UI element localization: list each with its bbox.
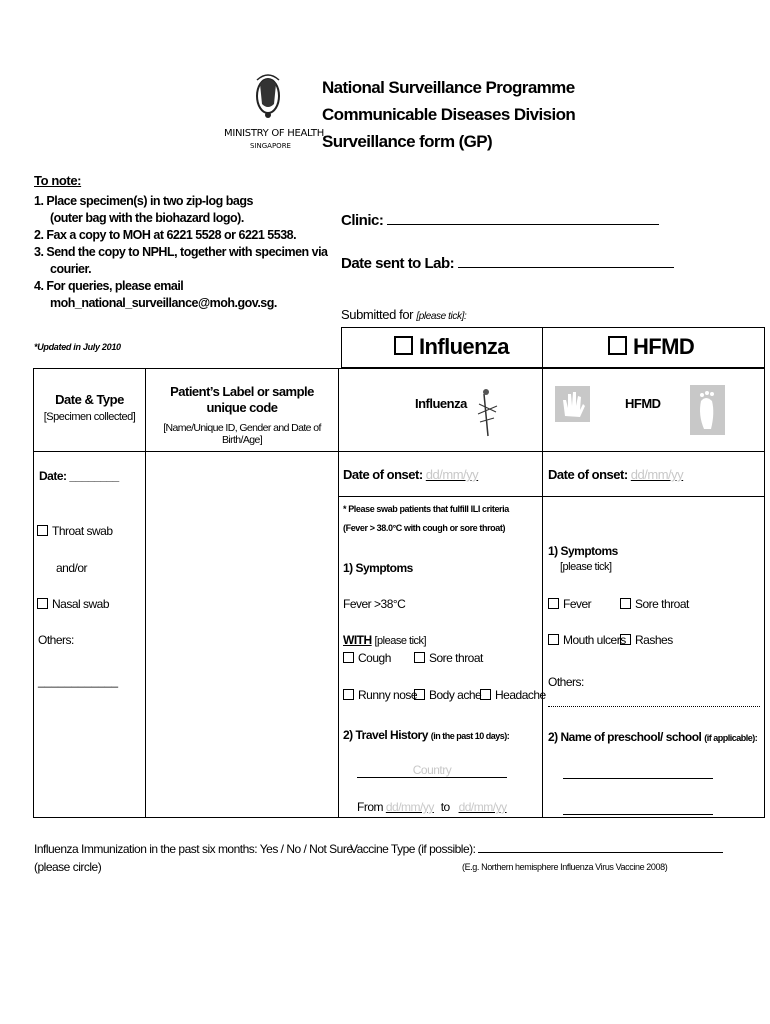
travel-hint: (in the past 10 days): — [430, 731, 510, 741]
col-patient-title: Patient’s Label or sample unique code — [170, 384, 314, 415]
andor-text: and/or — [56, 561, 88, 575]
hfmd-option-label: HFMD — [633, 334, 695, 359]
hfmd-onset-placeholder[interactable]: dd/mm/yy — [630, 467, 684, 482]
note-1b: (outer bag with the biohazard logo). — [50, 211, 244, 225]
clinic-label: Clinic: — [341, 212, 384, 229]
clinic-field[interactable] — [341, 212, 659, 229]
hfmd-symptoms-hint: [please tick] — [560, 561, 612, 573]
school-hint: (if applicable): — [704, 733, 758, 743]
hfmd-sore-throat-checkbox[interactable] — [620, 598, 631, 609]
influenza-option[interactable] — [394, 334, 509, 360]
school-line-2[interactable] — [563, 814, 713, 815]
vaccine-type-line[interactable] — [478, 852, 723, 853]
mouth-ulcers-label: Mouth ulcers — [563, 633, 626, 647]
headache-checkbox[interactable] — [480, 689, 491, 700]
ili-note: * Please swab patients that fulfill ILI criteria — [343, 504, 509, 514]
vaccine-example: (E.g. Northern hemisphere Influenza Virus Vaccine 2008) — [462, 862, 668, 872]
col-patient-sub: [Name/Unique ID, Gender and Date of Birth/Age] — [163, 422, 321, 446]
note-4a: 4. For queries, please email — [34, 279, 184, 293]
mouth-ulcers-option[interactable] — [548, 633, 626, 647]
inf-sore-throat-checkbox[interactable] — [414, 652, 425, 663]
throat-swab-checkbox[interactable] — [37, 525, 48, 536]
country-placeholder: Country — [412, 763, 452, 777]
body-ache-checkbox[interactable] — [414, 689, 425, 700]
hand-icon — [555, 386, 590, 422]
please-circle: (please circle) — [34, 860, 102, 874]
nasal-swab-label: Nasal swab — [52, 597, 110, 611]
foot-icon — [690, 385, 725, 435]
with-hint: [please tick] — [374, 635, 427, 647]
travel-history-heading — [343, 728, 509, 742]
date-sent-label: Date sent to Lab: — [341, 255, 455, 272]
submitted-hint: [please tick]: — [416, 311, 467, 322]
fever-criteria: Fever >38°C — [343, 597, 406, 611]
from-label: From — [357, 800, 383, 814]
date-sent-field[interactable] — [341, 255, 674, 272]
title-line-2: Communicable Diseases Division — [322, 105, 576, 124]
col-patient-header — [146, 384, 338, 446]
title-line-3: Surveillance form (GP) — [322, 132, 493, 151]
hfmd-onset[interactable] — [548, 467, 683, 482]
influenza-onset[interactable] — [343, 467, 478, 482]
travel-label: 2) Travel History — [343, 728, 428, 742]
to-label: to — [440, 800, 450, 814]
note-1a: 1. Place specimen(s) in two zip-log bags — [34, 194, 253, 208]
hfmd-fever-checkbox[interactable] — [548, 598, 559, 609]
throat-swab-option[interactable] — [37, 524, 113, 538]
influenza-onset-label: Date of onset: — [343, 467, 423, 482]
vaccine-type-field[interactable] — [350, 842, 723, 856]
vaccine-type-label: Vaccine Type (if possible): — [350, 842, 476, 856]
hfmd-sore-throat-label: Sore throat — [635, 597, 689, 611]
body-ache-label: Body ache — [429, 688, 482, 702]
updated-note: *Updated in July 2010 — [34, 342, 121, 352]
hfmd-symptoms-heading: 1) Symptoms — [548, 544, 618, 558]
note-3a: 3. Send the copy to NPHL, together with specimen via — [34, 245, 328, 259]
col-date-type-header — [34, 392, 145, 423]
headache-option[interactable] — [480, 688, 546, 702]
school-heading — [548, 730, 757, 744]
hfmd-fever-option[interactable] — [548, 597, 591, 611]
rashes-label: Rashes — [635, 633, 673, 647]
mosquito-icon — [476, 384, 498, 443]
hfmd-checkbox[interactable] — [608, 336, 627, 355]
to-date-placeholder[interactable]: dd/mm/yy — [458, 800, 507, 814]
influenza-onset-placeholder[interactable]: dd/mm/yy — [425, 467, 479, 482]
school-line-1[interactable] — [563, 778, 713, 779]
notes-list — [34, 193, 328, 312]
travel-dates[interactable] — [357, 800, 507, 814]
with-label: WITH — [343, 633, 372, 647]
runny-nose-checkbox[interactable] — [343, 689, 354, 700]
note-3b: courier. — [50, 262, 92, 276]
hfmd-fever-label: Fever — [563, 597, 592, 611]
inf-sore-throat-label: Sore throat — [429, 651, 483, 665]
runny-nose-option[interactable] — [343, 688, 417, 702]
col-date-type-sub: [Specimen collected] — [43, 411, 136, 423]
nasal-swab-option[interactable] — [37, 597, 109, 611]
influenza-option-label: Influenza — [419, 334, 509, 359]
specimen-date-field[interactable]: Date: ________ — [39, 469, 119, 483]
body-ache-option[interactable] — [414, 688, 481, 702]
col-influenza-title: Influenza — [415, 396, 467, 411]
immunization-question[interactable]: Influenza Immunization in the past six months: Yes / No / Not Sure — [34, 842, 353, 856]
nasal-swab-checkbox[interactable] — [37, 598, 48, 609]
note-2: 2. Fax a copy to MOH at 6221 5528 or 6221 5538. — [34, 228, 297, 242]
cough-checkbox[interactable] — [343, 652, 354, 663]
rashes-option[interactable] — [620, 633, 673, 647]
clinic-line[interactable] — [387, 224, 659, 225]
notes-heading: To note: — [34, 173, 82, 188]
school-label: 2) Name of preschool/ school — [548, 730, 702, 744]
submitted-label: Submitted for — [341, 307, 414, 322]
date-sent-line[interactable] — [458, 267, 674, 268]
ili-criteria: (Fever > 38.0°C with cough or sore throat) — [343, 523, 506, 533]
influenza-symptoms-heading: 1) Symptoms — [343, 561, 413, 575]
hfmd-others-label: Others: — [548, 675, 584, 689]
title-line-1: National Surveillance Programme — [322, 78, 575, 97]
hfmd-onset-label: Date of onset: — [548, 467, 628, 482]
hfmd-option[interactable] — [608, 334, 694, 360]
note-4b: moh_national_surveillance@moh.gov.sg. — [50, 296, 277, 310]
submitted-for — [341, 307, 466, 322]
headache-label: Headache — [495, 688, 546, 702]
ministry-name: MINISTRY OF HEALTH — [224, 128, 324, 139]
from-date-placeholder[interactable]: dd/mm/yy — [385, 800, 434, 814]
others-field[interactable]: ____________ — [38, 674, 119, 688]
hfmd-sore-throat-option[interactable] — [620, 597, 689, 611]
inf-sore-throat-option[interactable] — [414, 651, 483, 665]
cough-label: Cough — [358, 651, 391, 665]
throat-swab-label: Throat swab — [52, 524, 113, 538]
col-date-type-title: Date & Type — [55, 392, 124, 407]
country-field[interactable] — [357, 763, 507, 778]
hfmd-others-dotted-line[interactable] — [548, 706, 760, 707]
mouth-ulcers-checkbox[interactable] — [548, 634, 559, 645]
rashes-checkbox[interactable] — [620, 634, 631, 645]
moh-logo — [224, 70, 324, 154]
with-line — [343, 633, 426, 647]
runny-nose-label: Runny nose — [358, 688, 418, 702]
ministry-country: SINGAPORE — [250, 142, 291, 150]
others-label: Others: — [38, 633, 74, 647]
col-hfmd-title: HFMD — [625, 396, 661, 411]
influenza-checkbox[interactable] — [394, 336, 413, 355]
cough-option[interactable] — [343, 651, 391, 665]
